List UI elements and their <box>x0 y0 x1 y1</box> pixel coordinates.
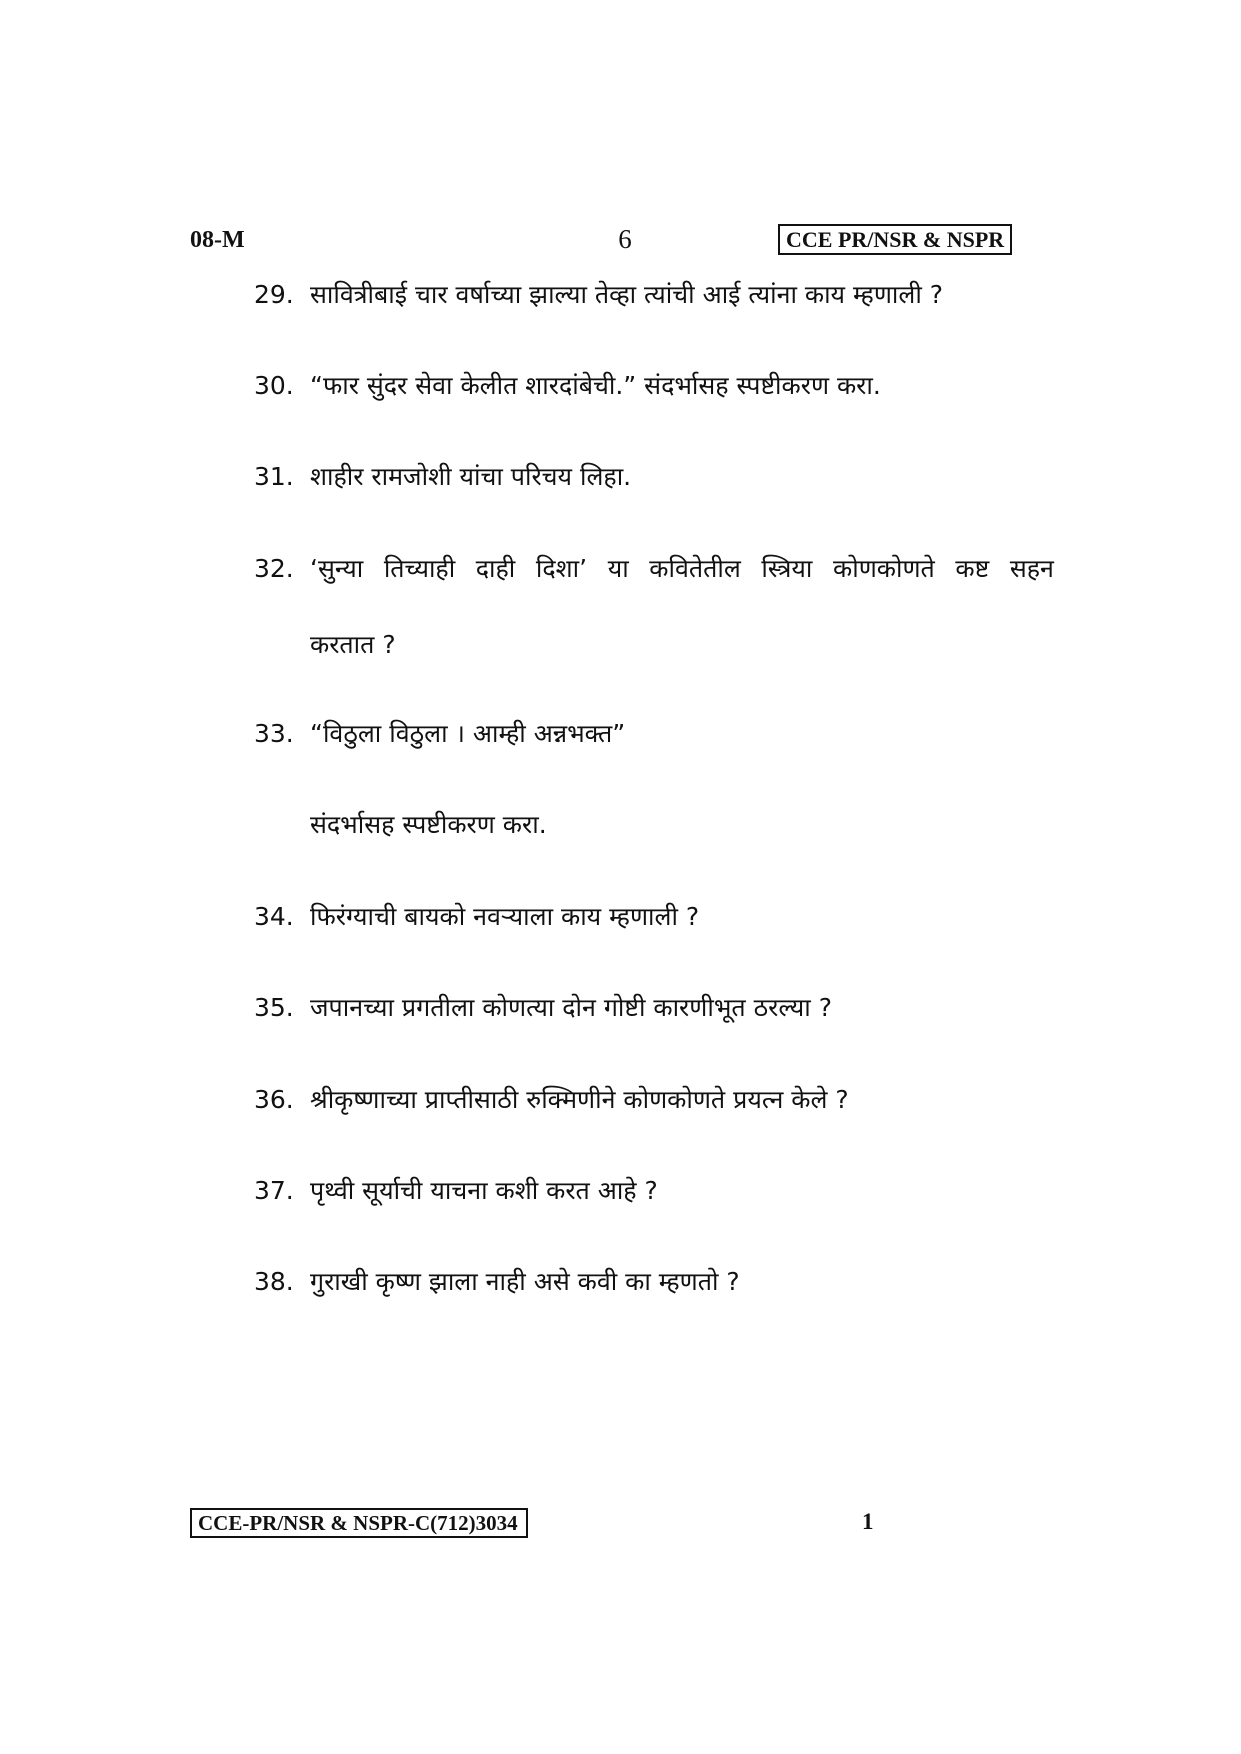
question-33 <box>254 719 1054 749</box>
question-29 <box>254 280 1054 310</box>
question-number: 38. <box>254 1267 294 1296</box>
footer-sheet-number: 1 <box>862 1509 874 1534</box>
question-text <box>310 554 1054 584</box>
question-text: जपानच्या प्रगतीला कोणत्या दोन गोष्टी कारणीभूत ठरल्या ? <box>310 993 832 1022</box>
question-number: 34. <box>254 902 294 931</box>
word: दिशा’ <box>535 554 588 583</box>
question-number: 37. <box>254 1176 294 1205</box>
question-number: 30. <box>254 371 294 400</box>
question-text: गुराखी कृष्ण झाला नाही असे कवी का म्हणतो ? <box>310 1267 740 1296</box>
question-number: 31. <box>254 462 294 491</box>
exam-label-box: CCE PR/NSR & NSPR <box>778 224 1012 255</box>
question-31 <box>254 462 1054 492</box>
page-number: 6 <box>618 224 632 254</box>
word: सहन <box>1009 554 1054 583</box>
word: कोणकोणते <box>833 554 935 583</box>
paper-code: 08-M <box>190 227 245 253</box>
question-34 <box>254 902 1054 932</box>
question-number: 35. <box>254 993 294 1022</box>
word: तिच्याही <box>383 554 456 583</box>
question-37 <box>254 1176 1054 1206</box>
question-38 <box>254 1267 1054 1297</box>
question-text: श्रीकृष्णाच्या प्राप्तीसाठी रुक्मिणीने कोणकोणते प्रयत्न केले ? <box>310 1085 849 1114</box>
question-number: 32. <box>254 554 294 583</box>
question-35 <box>254 993 1054 1023</box>
question-text: पृथ्वी सूर्याची याचना कशी करत आहे ? <box>310 1176 658 1205</box>
footer-code-box: CCE-PR/NSR & NSPR-C(712)3034 <box>190 1508 528 1538</box>
question-number: 29. <box>254 280 294 309</box>
word: कष्ट <box>955 554 990 583</box>
question-text: फिरंग्याची बायको नवऱ्याला काय म्हणाली ? <box>310 902 700 931</box>
question-36 <box>254 1085 1054 1115</box>
question-30 <box>254 371 1054 401</box>
word: स्त्रिया <box>761 554 813 583</box>
word: या <box>607 554 629 583</box>
question-33-continuation: संदर्भासह स्पष्टीकरण करा. <box>310 810 547 839</box>
word: कवितेतील <box>649 554 741 583</box>
word: दाही <box>475 554 516 583</box>
question-32 <box>254 554 1054 584</box>
question-text: सावित्रीबाई चार वर्षाच्या झाल्या तेव्हा त्यांची आई त्यांना काय म्हणाली ? <box>310 280 944 309</box>
question-32-continuation: करतात ? <box>310 630 396 659</box>
question-text: शाहीर रामजोशी यांचा परिचय लिहा. <box>310 462 632 491</box>
question-number: 33. <box>254 719 294 748</box>
question-number: 36. <box>254 1085 294 1114</box>
question-text: “फार सुंदर सेवा केलीत शारदांबेची.” संदर्भासह स्पष्टीकरण करा. <box>310 371 881 400</box>
word: ‘सुन्या <box>310 554 364 583</box>
question-text: “विठुला विठुला । आम्ही अन्नभक्त” <box>310 719 626 748</box>
